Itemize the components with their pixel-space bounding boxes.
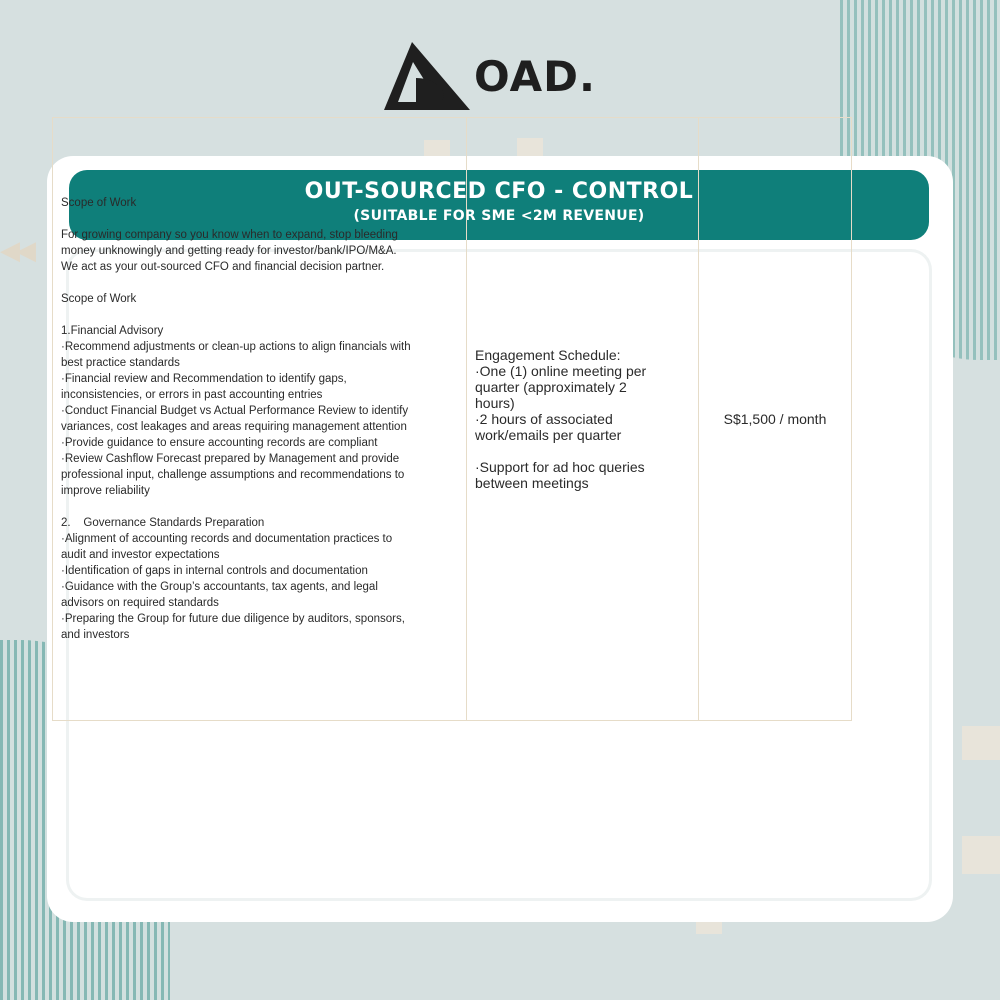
- scope-line: ·Alignment of accounting records and documentation practices to: [61, 533, 393, 545]
- schedule-cell: [467, 118, 699, 721]
- scope-line: professional input, challenge assumptions and recommendations to: [61, 469, 405, 481]
- decorative-block: [962, 726, 1000, 760]
- schedule-line: between meetings: [475, 475, 589, 491]
- schedule-heading: Engagement Schedule:: [475, 347, 621, 363]
- schedule-line: ·Support for ad hoc queries: [475, 459, 645, 475]
- scope-line: ·Conduct Financial Budget vs Actual Performance Review to identify: [61, 405, 409, 417]
- scope-line: ·Provide guidance to ensure accounting records are compliant: [61, 437, 378, 449]
- scope-heading: Scope of Work: [61, 197, 137, 209]
- scope-intro-line: money unknowingly and getting ready for investor/bank/IPO/M&A.: [61, 245, 397, 257]
- decorative-block: [962, 836, 1000, 874]
- page-title: OUT-SOURCED CFO - CONTROL: [304, 179, 694, 204]
- schedule-line: ·2 hours of associated: [475, 411, 613, 427]
- scope-line: ·Guidance with the Group’s accountants, tax agents, and legal: [61, 581, 378, 593]
- scope-intro-line: We act as your out-sourced CFO and financial decision partner.: [61, 261, 385, 273]
- decorative-arrows-icon: ◀◀: [0, 236, 32, 266]
- schedule-line: hours): [475, 395, 515, 411]
- section-title: 1.Financial Advisory: [61, 325, 164, 337]
- section-title: 2. Governance Standards Preparation: [61, 517, 265, 529]
- logo-mark-icon: [382, 38, 472, 114]
- schedule-line: quarter (approximately 2: [475, 379, 627, 395]
- table-row: [53, 118, 852, 721]
- logo-text: OAD.: [474, 51, 596, 101]
- price-label: S$1,500 / month: [723, 411, 827, 427]
- scope-line: inconsistencies, or errors in past accounting entries: [61, 389, 323, 401]
- pricing-table: [52, 117, 852, 721]
- brand-logo: [382, 38, 618, 114]
- scope-line: best practice standards: [61, 357, 180, 369]
- scope-intro-line: For growing company so you know when to expand, stop bleeding: [61, 229, 398, 241]
- scope-heading: Scope of Work: [61, 293, 137, 305]
- scope-line: ·Preparing the Group for future due diligence by auditors, sponsors,: [61, 613, 405, 625]
- scope-line: ·Review Cashflow Forecast prepared by Management and provide: [61, 453, 400, 465]
- price-cell: [699, 118, 852, 721]
- page-subtitle: (SUITABLE FOR SME <2M REVENUE): [353, 208, 645, 224]
- scope-line: ·Financial review and Recommendation to identify gaps,: [61, 373, 347, 385]
- scope-line: ·Recommend adjustments or clean-up actions to align financials with: [61, 341, 411, 353]
- scope-line: and investors: [61, 629, 130, 641]
- schedule-line: ·One (1) online meeting per: [475, 363, 647, 379]
- scope-cell: [53, 118, 467, 721]
- scope-line: improve reliability: [61, 485, 150, 497]
- scope-line: variances, cost leakages and areas requiring management attention: [61, 421, 407, 433]
- schedule-line: work/emails per quarter: [475, 427, 622, 443]
- scope-line: ·Identification of gaps in internal controls and documentation: [61, 565, 368, 577]
- scope-line: advisors on required standards: [61, 597, 219, 609]
- scope-line: audit and investor expectations: [61, 549, 220, 561]
